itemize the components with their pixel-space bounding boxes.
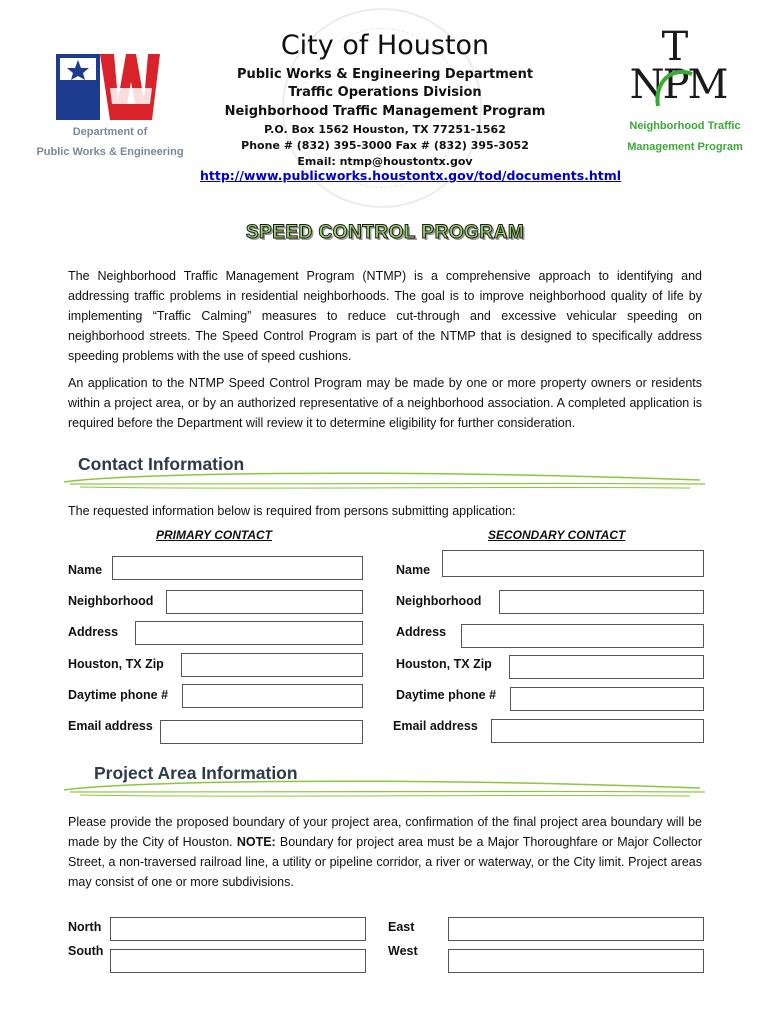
secondary-name-label: Name — [396, 563, 431, 577]
secondary-contact-heading: SECONDARY CONTACT — [488, 528, 626, 542]
primary-neighborhood-field[interactable] — [166, 590, 363, 614]
contact-note: The requested information below is required from persons submitting application: — [68, 504, 516, 518]
ntmp-caption-line2: Management Program — [627, 141, 743, 153]
po-box: P.O. Box 1562 Houston, TX 77251-1562 — [264, 123, 506, 136]
pw-caption-line2: Public Works & Engineering — [36, 146, 184, 158]
secondary-email-field[interactable] — [491, 719, 704, 743]
primary-zip-field[interactable] — [181, 653, 363, 677]
program-title: SPEED CONTROL PROGRAM — [245, 222, 525, 243]
contact-email: Email: ntmp@houstontx.gov — [297, 155, 473, 168]
primary-phone-label: Daytime phone # — [68, 688, 169, 702]
ntmp-logo-arc — [652, 62, 700, 112]
secondary-phone-field[interactable] — [510, 687, 704, 711]
primary-name-label: Name — [68, 563, 103, 577]
secondary-name-field[interactable] — [442, 550, 704, 577]
pw-caption-line1: Department of — [72, 126, 148, 138]
project-paragraph — [68, 812, 702, 892]
primary-email-field[interactable] — [160, 720, 363, 744]
project-note-label: NOTE: — [236, 835, 276, 849]
primary-contact-heading: PRIMARY CONTACT — [156, 528, 273, 542]
west-label: West — [388, 944, 418, 958]
west-field[interactable] — [448, 949, 704, 973]
contact-section-swoosh — [60, 460, 710, 490]
program-name: Neighborhood Traffic Management Program — [224, 104, 546, 119]
south-label: South — [68, 944, 104, 958]
project-paragraph-end: Boundary for project area must be a Major Thoroughfare or Major Collector Street, a non-traversed railroad line, a utility or pipeline corridor, a river or waterway, or the City limit. Project areas may consist of one or more subdivisions. — [68, 835, 702, 889]
east-field[interactable] — [448, 917, 704, 941]
pw-logo — [52, 48, 162, 126]
primary-phone-field[interactable] — [182, 684, 363, 708]
intro-paragraph-1: The Neighborhood Traffic Management Program (NTMP) is a comprehensive approach to identifying and addressing traffic problems in residential neighborhoods. The goal is to improve neighborhood quality of life by implementing “Traffic Calming” measures to reduce cut-through and excessive vehicular speeding on neighborhood streets. The Speed Control Program is part of the NTMP that is designed to specifically address speeding problems with the use of speed cushions. — [68, 269, 702, 363]
intro-paragraph-2: An application to the NTMP Speed Control Program may be made by one or more property owners or residents within a project area, or by an authorized representative of a neighborhood association. A completed application is required before the Department will review it to determine eligibility for further consideration. — [68, 376, 702, 430]
secondary-zip-field[interactable] — [509, 655, 704, 679]
secondary-neighborhood-label: Neighborhood — [396, 594, 482, 608]
primary-address-label: Address — [68, 625, 119, 639]
primary-name-field[interactable] — [112, 556, 363, 580]
svg-text:PW: PW — [54, 124, 56, 125]
secondary-email-label: Email address — [393, 719, 478, 733]
project-section-title: Project Area Information — [94, 763, 298, 783]
secondary-neighborhood-field[interactable] — [499, 590, 704, 614]
secondary-address-label: Address — [396, 625, 447, 639]
division-name: Traffic Operations Division — [288, 85, 482, 100]
secondary-phone-label: Daytime phone # — [396, 688, 497, 702]
north-field[interactable] — [110, 917, 366, 941]
city-title: City of Houston — [280, 30, 490, 61]
primary-neighborhood-label: Neighborhood — [68, 594, 154, 608]
ntmp-logo-npm: NPM — [629, 62, 727, 108]
east-label: East — [388, 920, 415, 934]
ntmp-caption-line1: Neighborhood Traffic — [629, 120, 741, 132]
project-paragraph-start: Please provide the proposed boundary of your project area, confirmation of the final project area boundary will be made by the City of Houston. — [68, 815, 702, 849]
south-field[interactable] — [110, 949, 366, 973]
project-section-swoosh — [60, 768, 710, 798]
primary-email-label: Email address — [68, 719, 153, 733]
phone-fax: Phone # (832) 395-3000 Fax # (832) 395-3052 — [241, 139, 529, 152]
north-label: North — [68, 920, 102, 934]
documents-link[interactable]: http://www.publicworks.houstontx.gov/tod/documents.html — [200, 168, 622, 183]
secondary-zip-label: Houston, TX Zip — [396, 657, 492, 671]
secondary-address-field[interactable] — [461, 624, 704, 648]
dept-name: Public Works & Engineering Department — [236, 67, 534, 82]
ntmp-logo-t: T — [661, 24, 689, 70]
primary-address-field[interactable] — [135, 621, 363, 645]
contact-section-title: Contact Information — [78, 454, 245, 474]
primary-zip-label: Houston, TX Zip — [68, 657, 164, 671]
